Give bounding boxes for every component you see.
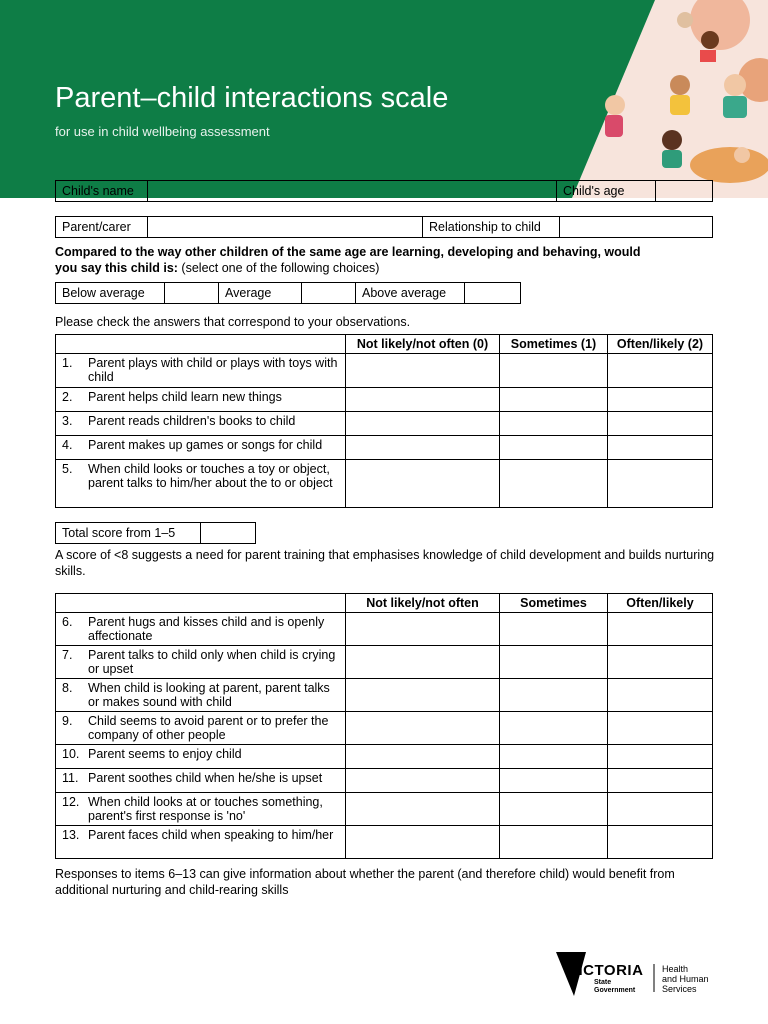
table-row: [56, 354, 713, 388]
observation-table-1: [55, 334, 713, 508]
childs-age-field[interactable]: [656, 181, 713, 202]
answer-cell[interactable]: [500, 793, 608, 826]
answer-cell[interactable]: [500, 646, 608, 679]
answer-cell[interactable]: [346, 769, 500, 793]
table-row: [56, 826, 713, 859]
table2-header-often: Often/likely: [608, 594, 713, 613]
answer-cell[interactable]: [608, 793, 713, 826]
item-number: 12.: [62, 795, 80, 809]
table-row: [56, 646, 713, 679]
table-row: [56, 460, 713, 508]
answer-cell[interactable]: [346, 460, 500, 508]
logo-state-government: [594, 979, 635, 995]
answer-cell[interactable]: [608, 412, 713, 436]
comparison-options-table: [55, 282, 521, 304]
table2-header-sometimes: Sometimes: [500, 594, 608, 613]
answer-cell[interactable]: [346, 745, 500, 769]
comparison-question: [55, 244, 655, 276]
option-below-average-label: Below average: [56, 283, 165, 304]
table-row: [56, 793, 713, 826]
table2-header-row: [56, 594, 713, 613]
item-number: 1.: [62, 356, 73, 370]
item-number: 7.: [62, 648, 73, 662]
answer-cell[interactable]: [500, 613, 608, 646]
answer-cell[interactable]: [500, 712, 608, 745]
item-text: Parent faces child when speaking to him/her: [88, 828, 334, 842]
table-row: [56, 388, 713, 412]
item-number: 13.: [62, 828, 80, 842]
footer-note: Responses to items 6–13 can give information about whether the parent (and therefore child) would benefit from additional nurturing and child-rearing skills: [55, 867, 675, 897]
answer-cell[interactable]: [500, 745, 608, 769]
item-text: Parent seems to enjoy child: [88, 747, 242, 761]
observation-table-2: [55, 593, 713, 859]
table-row: [56, 412, 713, 436]
item-number: 2.: [62, 390, 73, 404]
answer-cell[interactable]: [346, 712, 500, 745]
total-score-table: [55, 522, 256, 544]
page-subtitle: for use in child wellbeing assessment: [55, 124, 270, 139]
option-below-average-box[interactable]: [165, 283, 219, 304]
instructions-text: Please check the answers that correspond to your observations.: [55, 315, 411, 329]
table2-header-not-likely: Not likely/not often: [346, 594, 500, 613]
logo-department: [662, 964, 709, 994]
table2-header-blank: [56, 594, 346, 613]
answer-cell[interactable]: [608, 436, 713, 460]
answer-cell[interactable]: [608, 460, 713, 508]
table1-header-blank: [56, 335, 346, 354]
logo-dept-line2: and Human: [662, 974, 709, 984]
childs-age-label: Child's age: [557, 181, 656, 202]
item-number: 9.: [62, 714, 73, 728]
answer-cell[interactable]: [500, 388, 608, 412]
childs-name-label: Child's name: [56, 181, 148, 202]
item-text: Parent hugs and kisses child and is openly affectionate: [88, 615, 325, 643]
logo-dept-line1: Health: [662, 964, 689, 974]
item-number: 11.: [62, 771, 79, 785]
relationship-field[interactable]: [560, 217, 713, 238]
page-title: Parent–child interactions scale: [55, 82, 449, 114]
option-above-average-box[interactable]: [465, 283, 521, 304]
answer-cell[interactable]: [608, 712, 713, 745]
table-row: [56, 712, 713, 745]
answer-cell[interactable]: [500, 354, 608, 388]
answer-cell[interactable]: [346, 826, 500, 859]
answer-cell[interactable]: [500, 460, 608, 508]
item-text: Parent talks to child only when child is crying or upset: [88, 648, 336, 676]
total-score-field[interactable]: [201, 523, 256, 544]
parent-info-table: [55, 216, 713, 238]
item-text: Parent helps child learn new things: [88, 390, 282, 404]
item-text: Child seems to avoid parent or to prefer the company of other people: [88, 714, 329, 742]
item-text: Parent plays with child or plays with toys with child: [88, 356, 338, 384]
item-number: 10.: [62, 747, 80, 761]
header-banner: [0, 0, 768, 198]
answer-cell[interactable]: [608, 388, 713, 412]
answer-cell[interactable]: [346, 679, 500, 712]
answer-cell[interactable]: [346, 646, 500, 679]
answer-cell[interactable]: [608, 646, 713, 679]
comparison-question-bold: Compared to the way other children of the same age are learning, developing and behaving, would you say this child is:: [55, 245, 641, 275]
item-text: Parent soothes child when he/she is upset: [88, 771, 323, 785]
answer-cell[interactable]: [346, 412, 500, 436]
comparison-question-note: (select one of the following choices): [177, 261, 380, 275]
parent-carer-label: Parent/carer: [56, 217, 148, 238]
table-row: [56, 745, 713, 769]
option-average-box[interactable]: [302, 283, 356, 304]
answer-cell[interactable]: [608, 679, 713, 712]
item-number: 3.: [62, 414, 73, 428]
table1-header-row: [56, 335, 713, 354]
answer-cell[interactable]: [346, 436, 500, 460]
answer-cell[interactable]: [608, 613, 713, 646]
parent-carer-field[interactable]: [148, 217, 423, 238]
option-above-average-label: Above average: [356, 283, 465, 304]
answer-cell[interactable]: [346, 354, 500, 388]
answer-cell[interactable]: [500, 769, 608, 793]
answer-cell[interactable]: [500, 826, 608, 859]
item-text: Parent reads children's books to child: [88, 414, 296, 428]
item-text: Parent makes up games or songs for child: [88, 438, 323, 452]
logo-dept-line3: Services: [662, 984, 697, 994]
item-number: 8.: [62, 681, 73, 695]
item-text: When child looks at or touches something, parent's first response is 'no': [88, 795, 323, 823]
table-row: [56, 436, 713, 460]
child-info-table: [55, 180, 713, 202]
relationship-label: Relationship to child: [423, 217, 560, 238]
table-row: [56, 679, 713, 712]
item-text: When child is looking at parent, parent talks or makes sound with child: [88, 681, 330, 709]
victoria-government-logo: [556, 950, 726, 1000]
answer-cell[interactable]: [608, 354, 713, 388]
score-note: A score of <8 suggests a need for parent training that emphasises knowledge of child development and builds nurturing skills.: [55, 548, 715, 578]
option-average-label: Average: [219, 283, 302, 304]
logo-government-text: Government: [594, 987, 636, 994]
childs-name-field[interactable]: [148, 181, 557, 202]
answer-cell[interactable]: [608, 745, 713, 769]
answer-cell[interactable]: [346, 388, 500, 412]
total-score-label: Total score from 1–5: [56, 523, 201, 544]
answer-cell[interactable]: [346, 793, 500, 826]
table1-header-not-likely: Not likely/not often (0): [346, 335, 500, 354]
table-row: [56, 769, 713, 793]
item-text: When child looks or touches a toy or object, parent talks to him/her about the to or object: [88, 462, 333, 490]
answer-cell[interactable]: [500, 679, 608, 712]
answer-cell[interactable]: [608, 826, 713, 859]
answer-cell[interactable]: [346, 613, 500, 646]
table-row: [56, 613, 713, 646]
answer-cell[interactable]: [500, 436, 608, 460]
answer-cell[interactable]: [608, 769, 713, 793]
children-illustration: [560, 0, 768, 198]
logo-victoria-text: VICTORIA: [568, 962, 644, 979]
item-number: 4.: [62, 438, 73, 452]
item-number: 6.: [62, 615, 73, 629]
item-number: 5.: [62, 462, 73, 476]
logo-state-text: State: [594, 979, 612, 986]
table1-header-often: Often/likely (2): [608, 335, 713, 354]
answer-cell[interactable]: [500, 412, 608, 436]
table1-header-sometimes: Sometimes (1): [500, 335, 608, 354]
